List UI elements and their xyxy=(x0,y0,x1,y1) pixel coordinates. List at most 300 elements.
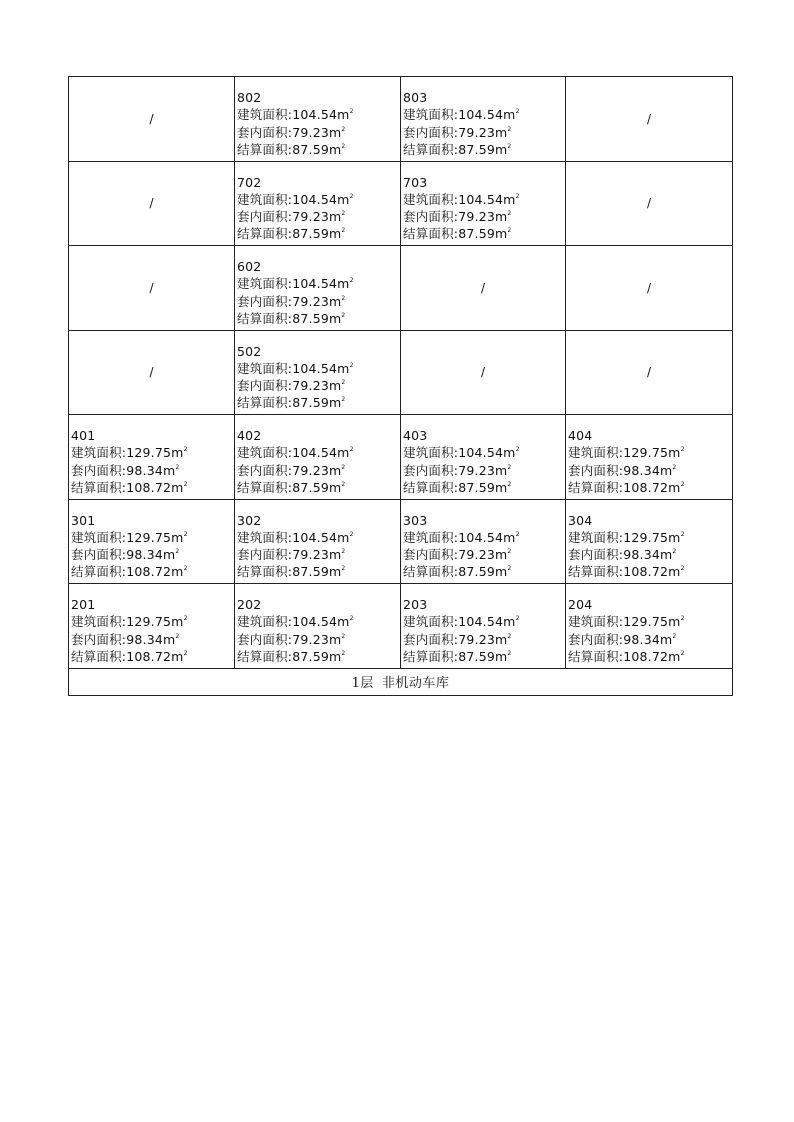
unit-number: 802 xyxy=(237,90,262,105)
inner-area-label: 套内面积: xyxy=(71,462,127,478)
inner-area-value: 98.34 xyxy=(126,547,164,563)
inner-area xyxy=(71,631,234,648)
building-area-value: 104.54 xyxy=(458,529,504,545)
inner-area-value: 98.34 xyxy=(126,631,164,647)
area-unit-exponent: 2 xyxy=(349,361,354,369)
building-area xyxy=(237,444,400,461)
inner-area xyxy=(568,462,732,479)
area-unit-exponent: 2 xyxy=(680,615,685,623)
unit-info xyxy=(401,162,565,243)
area-unit-exponent: 2 xyxy=(349,446,354,454)
building-area-value: 104.54 xyxy=(292,360,338,376)
building-area-label: 建筑面积: xyxy=(71,529,127,545)
area-unit: m xyxy=(337,445,350,461)
area-unit: m xyxy=(337,529,350,545)
unit-cell xyxy=(401,77,566,162)
settlement-area xyxy=(237,563,400,580)
area-unit: m xyxy=(495,226,508,242)
inner-area-label: 套内面积: xyxy=(568,547,624,563)
settlement-area xyxy=(237,141,400,158)
settlement-area xyxy=(71,479,234,496)
inner-area-label: 套内面积: xyxy=(237,462,293,478)
unit-info xyxy=(69,500,234,581)
unit-number: 403 xyxy=(403,428,428,443)
settlement-area xyxy=(237,394,400,411)
area-unit: m xyxy=(495,141,508,157)
inner-area-value: 79.23 xyxy=(458,124,496,140)
building-area-value: 129.75 xyxy=(126,614,172,630)
unit-number: 302 xyxy=(237,512,262,528)
area-unit: m xyxy=(660,462,673,478)
unit-info xyxy=(69,584,234,665)
settlement-area-label: 结算面积: xyxy=(403,564,459,580)
building-area-label: 建筑面积: xyxy=(237,529,293,545)
inner-area xyxy=(403,631,565,648)
settlement-area-label: 结算面积: xyxy=(403,479,459,495)
settlement-area-label: 结算面积: xyxy=(237,141,293,157)
settlement-area-value: 108.72 xyxy=(126,479,172,495)
building-area-label: 建筑面积: xyxy=(403,445,459,461)
area-unit-exponent: 2 xyxy=(341,649,346,657)
building-area-label: 建筑面积: xyxy=(237,445,293,461)
building-area-value: 104.54 xyxy=(458,445,504,461)
area-unit-exponent: 2 xyxy=(349,530,354,538)
unit-cell xyxy=(235,246,401,331)
unit-cell xyxy=(235,161,401,246)
vacant-cell: / xyxy=(69,330,235,415)
building-area-value: 129.75 xyxy=(623,445,669,461)
floor-row xyxy=(69,161,733,246)
building-area xyxy=(237,106,400,123)
area-unit-exponent: 2 xyxy=(515,192,520,200)
area-unit-exponent: 2 xyxy=(341,379,346,387)
building-area-value: 104.54 xyxy=(458,614,504,630)
area-unit: m xyxy=(163,631,176,647)
building-area-label: 建筑面积: xyxy=(71,614,127,630)
inner-area-value: 98.34 xyxy=(126,462,164,478)
area-unit-exponent: 2 xyxy=(341,210,346,218)
building-area-value: 104.54 xyxy=(292,107,338,123)
area-unit-exponent: 2 xyxy=(341,396,346,404)
building-area-label: 建筑面积: xyxy=(403,529,459,545)
unit-cell xyxy=(566,415,733,500)
building-area-value: 104.54 xyxy=(292,529,338,545)
floor-number: 1层 xyxy=(351,676,374,691)
area-unit-exponent: 2 xyxy=(507,649,512,657)
settlement-area-value: 87.59 xyxy=(292,141,330,157)
area-unit: m xyxy=(337,276,350,292)
settlement-area-label: 结算面积: xyxy=(237,648,293,664)
area-unit: m xyxy=(329,310,342,326)
settlement-area xyxy=(71,563,234,580)
area-unit: m xyxy=(329,648,342,664)
building-area xyxy=(71,613,234,630)
building-area-value: 104.54 xyxy=(458,107,504,123)
area-unit: m xyxy=(495,547,508,563)
area-unit-exponent: 2 xyxy=(672,632,677,640)
settlement-area-label: 结算面积: xyxy=(71,479,127,495)
area-unit: m xyxy=(668,529,681,545)
area-unit: m xyxy=(329,378,342,394)
area-unit: m xyxy=(171,648,184,664)
vacant-cell: / xyxy=(69,246,235,331)
area-unit: m xyxy=(329,462,342,478)
area-unit: m xyxy=(668,479,681,495)
inner-area-value: 98.34 xyxy=(623,462,661,478)
building-area xyxy=(71,444,234,461)
settlement-area xyxy=(237,648,400,665)
building-area xyxy=(403,529,565,546)
building-area-label: 建筑面积: xyxy=(237,276,293,292)
area-unit-exponent: 2 xyxy=(672,548,677,556)
floor-use: 非机动车库 xyxy=(381,676,450,691)
inner-area xyxy=(237,124,400,141)
area-unit: m xyxy=(503,107,516,123)
unit-number: 401 xyxy=(71,428,96,443)
building-area-value: 104.54 xyxy=(292,191,338,207)
building-area xyxy=(568,613,732,630)
inner-area xyxy=(237,462,400,479)
unit-info xyxy=(235,77,400,158)
unit-number: 204 xyxy=(568,597,593,612)
area-unit-exponent: 2 xyxy=(680,565,685,573)
unit-cell xyxy=(401,499,566,584)
area-unit-exponent: 2 xyxy=(515,446,520,454)
area-unit: m xyxy=(668,614,681,630)
floor-plan-body xyxy=(69,77,733,669)
settlement-area-value: 87.59 xyxy=(458,226,496,242)
inner-area-label: 套内面积: xyxy=(403,547,459,563)
settlement-area-label: 结算面积: xyxy=(568,564,624,580)
building-area-label: 建筑面积: xyxy=(71,445,127,461)
area-unit: m xyxy=(668,445,681,461)
unit-info xyxy=(235,584,400,665)
area-unit-exponent: 2 xyxy=(183,480,188,488)
area-unit-exponent: 2 xyxy=(341,311,346,319)
settlement-area-label: 结算面积: xyxy=(403,226,459,242)
inner-area xyxy=(237,377,400,394)
area-unit: m xyxy=(337,614,350,630)
inner-area-value: 79.23 xyxy=(292,462,330,478)
area-unit-exponent: 2 xyxy=(341,565,346,573)
building-area-label: 建筑面积: xyxy=(237,107,293,123)
area-unit-exponent: 2 xyxy=(507,565,512,573)
unit-number: 203 xyxy=(403,597,428,612)
settlement-area-value: 108.72 xyxy=(623,564,669,580)
settlement-area-value: 87.59 xyxy=(458,479,496,495)
unit-info xyxy=(401,500,565,581)
inner-area xyxy=(568,546,732,563)
area-unit: m xyxy=(660,547,673,563)
unit-cell xyxy=(235,77,401,162)
unit-info xyxy=(235,415,400,496)
building-area xyxy=(568,529,732,546)
area-unit: m xyxy=(329,631,342,647)
area-unit: m xyxy=(495,648,508,664)
inner-area xyxy=(403,462,565,479)
settlement-area-label: 结算面积: xyxy=(568,648,624,664)
settlement-area-label: 结算面积: xyxy=(237,564,293,580)
unit-cell xyxy=(69,584,235,669)
area-unit: m xyxy=(171,564,184,580)
area-unit: m xyxy=(495,564,508,580)
settlement-area xyxy=(403,563,565,580)
inner-area xyxy=(403,546,565,563)
settlement-area-value: 87.59 xyxy=(292,648,330,664)
inner-area-value: 98.34 xyxy=(623,547,661,563)
area-unit: m xyxy=(171,479,184,495)
building-area-value: 104.54 xyxy=(458,191,504,207)
settlement-area-value: 87.59 xyxy=(458,648,496,664)
inner-area-value: 79.23 xyxy=(458,462,496,478)
settlement-area-value: 87.59 xyxy=(458,141,496,157)
unit-number: 502 xyxy=(237,343,262,359)
settlement-area-value: 87.59 xyxy=(458,564,496,580)
area-unit-exponent: 2 xyxy=(349,615,354,623)
inner-area-label: 套内面积: xyxy=(568,462,624,478)
building-area-value: 104.54 xyxy=(292,276,338,292)
area-unit-exponent: 2 xyxy=(341,548,346,556)
area-unit-exponent: 2 xyxy=(341,227,346,235)
inner-area-value: 79.23 xyxy=(292,209,330,225)
unit-info xyxy=(401,77,565,158)
unit-cell xyxy=(69,499,235,584)
unit-info xyxy=(235,331,400,412)
area-unit: m xyxy=(337,107,350,123)
area-unit: m xyxy=(163,547,176,563)
settlement-area xyxy=(71,648,234,665)
vacant-cell: / xyxy=(401,246,566,331)
area-unit-exponent: 2 xyxy=(680,649,685,657)
building-area-label: 建筑面积: xyxy=(237,614,293,630)
area-unit-exponent: 2 xyxy=(507,480,512,488)
building-area-label: 建筑面积: xyxy=(403,191,459,207)
area-unit: m xyxy=(495,209,508,225)
area-unit: m xyxy=(660,631,673,647)
area-unit: m xyxy=(329,564,342,580)
area-unit: m xyxy=(171,614,184,630)
area-unit: m xyxy=(495,631,508,647)
area-unit-exponent: 2 xyxy=(507,548,512,556)
settlement-area-label: 结算面积: xyxy=(237,310,293,326)
unit-info xyxy=(566,500,732,581)
building-area xyxy=(403,444,565,461)
unit-number: 703 xyxy=(403,174,428,190)
building-area xyxy=(403,106,565,123)
vacant-cell: / xyxy=(69,77,235,162)
area-unit-exponent: 2 xyxy=(183,615,188,623)
building-area-label: 建筑面积: xyxy=(237,360,293,376)
inner-area xyxy=(403,208,565,225)
area-unit: m xyxy=(329,547,342,563)
area-unit-exponent: 2 xyxy=(341,294,346,302)
area-unit: m xyxy=(337,191,350,207)
inner-area-value: 79.23 xyxy=(292,547,330,563)
inner-area-label: 套内面积: xyxy=(237,124,293,140)
area-unit-exponent: 2 xyxy=(680,530,685,538)
unit-number: 301 xyxy=(71,512,96,528)
area-unit-exponent: 2 xyxy=(507,210,512,218)
unit-cell xyxy=(235,415,401,500)
inner-area-value: 79.23 xyxy=(292,631,330,647)
unit-info xyxy=(566,584,732,665)
inner-area-value: 79.23 xyxy=(458,209,496,225)
building-area-label: 建筑面积: xyxy=(568,529,624,545)
settlement-area xyxy=(403,141,565,158)
area-unit-exponent: 2 xyxy=(349,277,354,285)
area-unit: m xyxy=(495,124,508,140)
inner-area-value: 79.23 xyxy=(458,547,496,563)
area-unit-exponent: 2 xyxy=(175,632,180,640)
settlement-area-label: 结算面积: xyxy=(568,479,624,495)
unit-number: 602 xyxy=(237,259,262,274)
settlement-area xyxy=(403,648,565,665)
unit-cell xyxy=(235,499,401,584)
inner-area-label: 套内面积: xyxy=(237,547,293,563)
settlement-area xyxy=(568,648,732,665)
building-area-label: 建筑面积: xyxy=(403,614,459,630)
unit-info xyxy=(235,500,400,581)
settlement-area xyxy=(237,310,400,327)
area-unit-exponent: 2 xyxy=(341,142,346,150)
settlement-area-label: 结算面积: xyxy=(237,226,293,242)
unit-info xyxy=(235,246,400,327)
floor-row xyxy=(69,499,733,584)
unit-number: 702 xyxy=(237,174,262,190)
inner-area xyxy=(71,546,234,563)
inner-area xyxy=(71,462,234,479)
area-unit: m xyxy=(495,479,508,495)
settlement-area-value: 87.59 xyxy=(292,479,330,495)
vacant-cell: / xyxy=(566,161,733,246)
area-unit: m xyxy=(329,226,342,242)
floor-row xyxy=(69,77,733,162)
settlement-area-value: 108.72 xyxy=(126,564,172,580)
area-unit: m xyxy=(503,445,516,461)
settlement-area-value: 108.72 xyxy=(623,479,669,495)
area-unit-exponent: 2 xyxy=(515,530,520,538)
building-area-label: 建筑面积: xyxy=(403,107,459,123)
vacant-cell: / xyxy=(69,161,235,246)
inner-area-value: 79.23 xyxy=(292,124,330,140)
settlement-area-value: 108.72 xyxy=(623,648,669,664)
settlement-area xyxy=(403,225,565,242)
inner-area xyxy=(568,631,732,648)
settlement-area-value: 87.59 xyxy=(292,310,330,326)
settlement-area xyxy=(403,479,565,496)
area-unit-exponent: 2 xyxy=(507,227,512,235)
inner-area-label: 套内面积: xyxy=(237,209,293,225)
building-area xyxy=(403,191,565,208)
inner-area-label: 套内面积: xyxy=(403,209,459,225)
unit-number: 304 xyxy=(568,512,593,528)
area-unit: m xyxy=(329,395,342,411)
area-unit-exponent: 2 xyxy=(507,142,512,150)
inner-area-label: 套内面积: xyxy=(237,631,293,647)
settlement-area-label: 结算面积: xyxy=(71,648,127,664)
unit-number: 201 xyxy=(71,597,96,612)
area-unit-exponent: 2 xyxy=(349,192,354,200)
inner-area-value: 98.34 xyxy=(623,631,661,647)
vacant-cell: / xyxy=(566,77,733,162)
area-unit-exponent: 2 xyxy=(341,632,346,640)
area-unit-exponent: 2 xyxy=(183,530,188,538)
unit-info xyxy=(235,162,400,243)
area-unit-exponent: 2 xyxy=(341,125,346,133)
area-unit: m xyxy=(503,614,516,630)
footer-row xyxy=(69,668,733,695)
building-area-value: 104.54 xyxy=(292,445,338,461)
building-area-label: 建筑面积: xyxy=(237,191,293,207)
settlement-area-value: 87.59 xyxy=(292,564,330,580)
building-area-value: 129.75 xyxy=(126,445,172,461)
building-area xyxy=(71,529,234,546)
area-unit-exponent: 2 xyxy=(672,463,677,471)
inner-area xyxy=(237,293,400,310)
area-unit-exponent: 2 xyxy=(515,108,520,116)
building-area-value: 129.75 xyxy=(126,529,172,545)
area-unit: m xyxy=(329,141,342,157)
area-unit-exponent: 2 xyxy=(507,632,512,640)
unit-number: 202 xyxy=(237,597,262,612)
unit-number: 402 xyxy=(237,428,262,443)
building-area xyxy=(403,613,565,630)
building-area-value: 129.75 xyxy=(623,529,669,545)
building-area xyxy=(237,360,400,377)
floor-plan-table xyxy=(68,76,733,696)
inner-area-value: 79.23 xyxy=(458,631,496,647)
area-unit-exponent: 2 xyxy=(183,649,188,657)
area-unit-exponent: 2 xyxy=(680,446,685,454)
unit-cell xyxy=(401,161,566,246)
inner-area-label: 套内面积: xyxy=(237,378,293,394)
area-unit: m xyxy=(171,445,184,461)
building-area xyxy=(237,275,400,292)
inner-area-value: 79.23 xyxy=(292,293,330,309)
settlement-area xyxy=(568,479,732,496)
area-unit-exponent: 2 xyxy=(680,480,685,488)
inner-area-label: 套内面积: xyxy=(568,631,624,647)
unit-cell xyxy=(235,330,401,415)
settlement-area-value: 108.72 xyxy=(126,648,172,664)
inner-area xyxy=(237,631,400,648)
settlement-area xyxy=(568,563,732,580)
area-unit: m xyxy=(329,124,342,140)
building-area xyxy=(568,444,732,461)
area-unit-exponent: 2 xyxy=(175,548,180,556)
building-area xyxy=(237,613,400,630)
building-area-value: 129.75 xyxy=(623,614,669,630)
inner-area-value: 79.23 xyxy=(292,378,330,394)
building-area xyxy=(237,529,400,546)
inner-area-label: 套内面积: xyxy=(237,293,293,309)
settlement-area-value: 87.59 xyxy=(292,226,330,242)
area-unit-exponent: 2 xyxy=(349,108,354,116)
building-area-label: 建筑面积: xyxy=(568,445,624,461)
building-area-value: 104.54 xyxy=(292,614,338,630)
settlement-area-label: 结算面积: xyxy=(237,395,293,411)
vacant-cell: / xyxy=(401,330,566,415)
inner-area-label: 套内面积: xyxy=(71,631,127,647)
area-unit: m xyxy=(495,462,508,478)
ground-floor-label xyxy=(69,668,733,695)
area-unit-exponent: 2 xyxy=(183,446,188,454)
unit-cell xyxy=(401,584,566,669)
area-unit-exponent: 2 xyxy=(341,463,346,471)
vacant-cell: / xyxy=(566,246,733,331)
area-unit: m xyxy=(668,648,681,664)
settlement-area-label: 结算面积: xyxy=(237,479,293,495)
